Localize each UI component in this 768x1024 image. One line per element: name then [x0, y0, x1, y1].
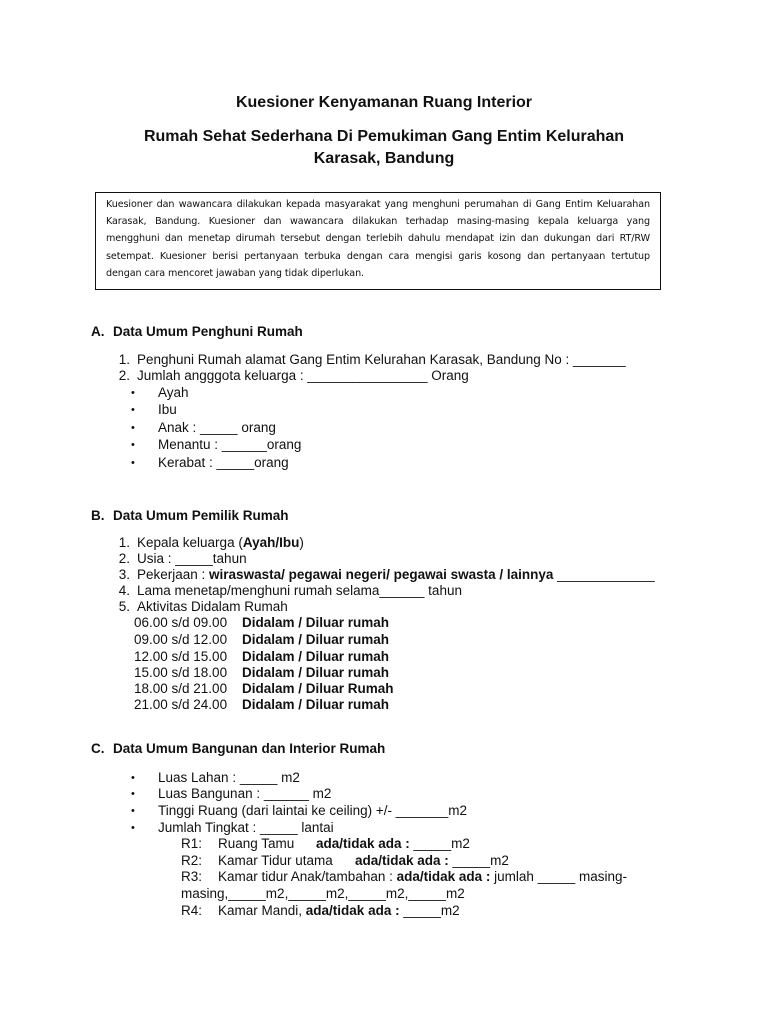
r4-options: ada/tidak ada : — [305, 903, 400, 918]
b-item-4-number: 4. — [118, 583, 130, 598]
section-b-title: Data Umum Pemilik Rumah — [113, 508, 289, 523]
b-item-1-options: Ayah/Ibu — [242, 535, 300, 550]
section-b-heading — [91, 508, 289, 523]
b-item-1-pre: Kepala keluarga ( — [137, 535, 243, 550]
section-c-title: Data Umum Bangunan dan Interior Rumah — [113, 741, 386, 756]
b-item-1 — [137, 535, 304, 550]
schedule-time-5: 18.00 s/d 21.00 — [134, 681, 228, 696]
subtitle-line-2: Karasak, Bandung — [313, 150, 455, 167]
r2-row — [218, 853, 333, 868]
r1-row — [218, 836, 294, 851]
r3-post: jumlah _____ masing- — [490, 869, 627, 884]
section-a-heading — [91, 324, 303, 339]
schedule-time-1: 06.00 s/d 09.00 — [134, 615, 228, 630]
schedule-time-4: 15.00 s/d 18.00 — [134, 665, 228, 680]
r2-label: R2: — [181, 853, 203, 868]
bullet: • — [131, 822, 135, 834]
a-member-3: Anak : _____ orang — [158, 420, 276, 435]
bullet: • — [131, 457, 135, 469]
bullet: • — [131, 404, 135, 416]
section-c-heading — [91, 741, 385, 756]
r4-post: _____m2 — [399, 903, 460, 918]
c-bullet-2: Luas Bangunan : ______ m2 — [158, 786, 332, 801]
r4-text: Kamar Mandi, — [218, 903, 306, 918]
b-item-3 — [137, 567, 655, 582]
b-item-1-post: ) — [299, 535, 304, 550]
schedule-options-3: Didalam / Diluar rumah — [242, 649, 390, 664]
r3-text: Kamar tidur Anak/tambahan : — [218, 869, 397, 884]
r1-answer — [316, 836, 470, 851]
r4-row — [218, 903, 460, 918]
b-item-3-pre: Pekerjaan : — [137, 567, 210, 582]
bullet: • — [131, 788, 135, 800]
intro-box: Kuesioner dan wawancara dilakukan kepada masyarakat yang menghuni perumahan di Gang Entim Keluarahan Karasak, Bandung. Kuesioner dan wawancara dilakukan terhadap masing-masing kepala keluarga yang mengghuni dan menetap dirumah tersebut dengan terlebih dahulu mendapat izin dan dukungan dari RT/RW setempat. Kuesioner berisi pertanyaan terbuka dengan cara mengisi garis kosong dan pertanyaan tertutup dengan cara mencoret jawaban yang tidak diperlukan. — [95, 192, 661, 290]
section-a-letter: A. — [91, 324, 105, 339]
r1-options: ada/tidak ada : — [316, 836, 410, 851]
a-item-1-number: 1. — [118, 352, 130, 367]
schedule-options-5: Didalam / Diluar Rumah — [242, 681, 394, 696]
schedule-time-2: 09.00 s/d 12.00 — [134, 632, 228, 647]
r2-answer — [355, 853, 509, 868]
r2-options: ada/tidak ada : — [355, 853, 449, 868]
schedule-time-6: 21.00 s/d 24.00 — [134, 697, 228, 712]
schedule-options-1: Didalam / Diluar rumah — [242, 615, 390, 630]
b-item-2: Usia : _____tahun — [137, 551, 247, 566]
a-member-4: Menantu : ______orang — [158, 437, 302, 452]
b-item-5-number: 5. — [118, 599, 130, 614]
schedule-options-2: Didalam / Diluar rumah — [242, 632, 390, 647]
a-member-1: Ayah — [158, 385, 189, 400]
c-bullet-3: Tinggi Ruang (dari laintai ke ceiling) +/- _______m2 — [158, 803, 468, 818]
r1-post: _____m2 — [409, 836, 470, 851]
r1-label: R1: — [181, 836, 203, 851]
b-item-1-number: 1. — [118, 535, 130, 550]
section-c-letter: C. — [91, 741, 105, 756]
bullet: • — [131, 387, 135, 399]
section-a-title: Data Umum Penghuni Rumah — [113, 324, 303, 339]
schedule-time-3: 12.00 s/d 15.00 — [134, 649, 228, 664]
b-item-3-options: wiraswasta/ pegawai negeri/ pegawai swasta / lainnya — [209, 567, 554, 582]
r1-text: Ruang Tamu — [218, 836, 295, 851]
document-subtitle — [0, 126, 768, 170]
document-title: Kuesioner Kenyamanan Ruang Interior — [235, 94, 533, 111]
a-item-2-number: 2. — [118, 368, 130, 383]
b-item-4: Lama menetap/menghuni rumah selama______ tahun — [137, 583, 462, 598]
bullet: • — [131, 422, 135, 434]
r3-line-2: masing,_____m2,_____m2,_____m2,_____m2 — [181, 886, 465, 901]
a-member-5: Kerabat : _____orang — [158, 455, 289, 470]
r3-row — [218, 869, 627, 884]
schedule-options-4: Didalam / Diluar rumah — [242, 665, 390, 680]
section-b-letter: B. — [91, 508, 105, 523]
subtitle-line-1: Rumah Sehat Sederhana Di Pemukiman Gang Entim Kelurahan — [143, 128, 625, 145]
schedule-options-6: Didalam / Diluar rumah — [242, 697, 390, 712]
r3-options: ada/tidak ada : — [396, 869, 491, 884]
r4-label: R4: — [181, 903, 203, 918]
b-item-3-post: _____________ — [553, 567, 655, 582]
a-item-1: Penghuni Rumah alamat Gang Entim Kelurahan Karasak, Bandung No : _______ — [137, 352, 626, 367]
c-bullet-4: Jumlah Tingkat : _____ lantai — [158, 820, 334, 835]
a-item-2: Jumlah angggota keluarga : ________________ Orang — [137, 368, 469, 383]
r2-text: Kamar Tidur utama — [218, 853, 333, 868]
r3-label: R3: — [181, 869, 203, 884]
r2-post: _____m2 — [448, 853, 509, 868]
a-member-2: Ibu — [158, 402, 177, 417]
b-item-3-number: 3. — [118, 567, 130, 582]
c-bullet-1: Luas Lahan : _____ m2 — [158, 770, 300, 785]
bullet: • — [131, 772, 135, 784]
bullet: • — [131, 439, 135, 451]
b-item-5: Aktivitas Didalam Rumah — [137, 599, 288, 614]
b-item-2-number: 2. — [118, 551, 130, 566]
bullet: • — [131, 805, 135, 817]
